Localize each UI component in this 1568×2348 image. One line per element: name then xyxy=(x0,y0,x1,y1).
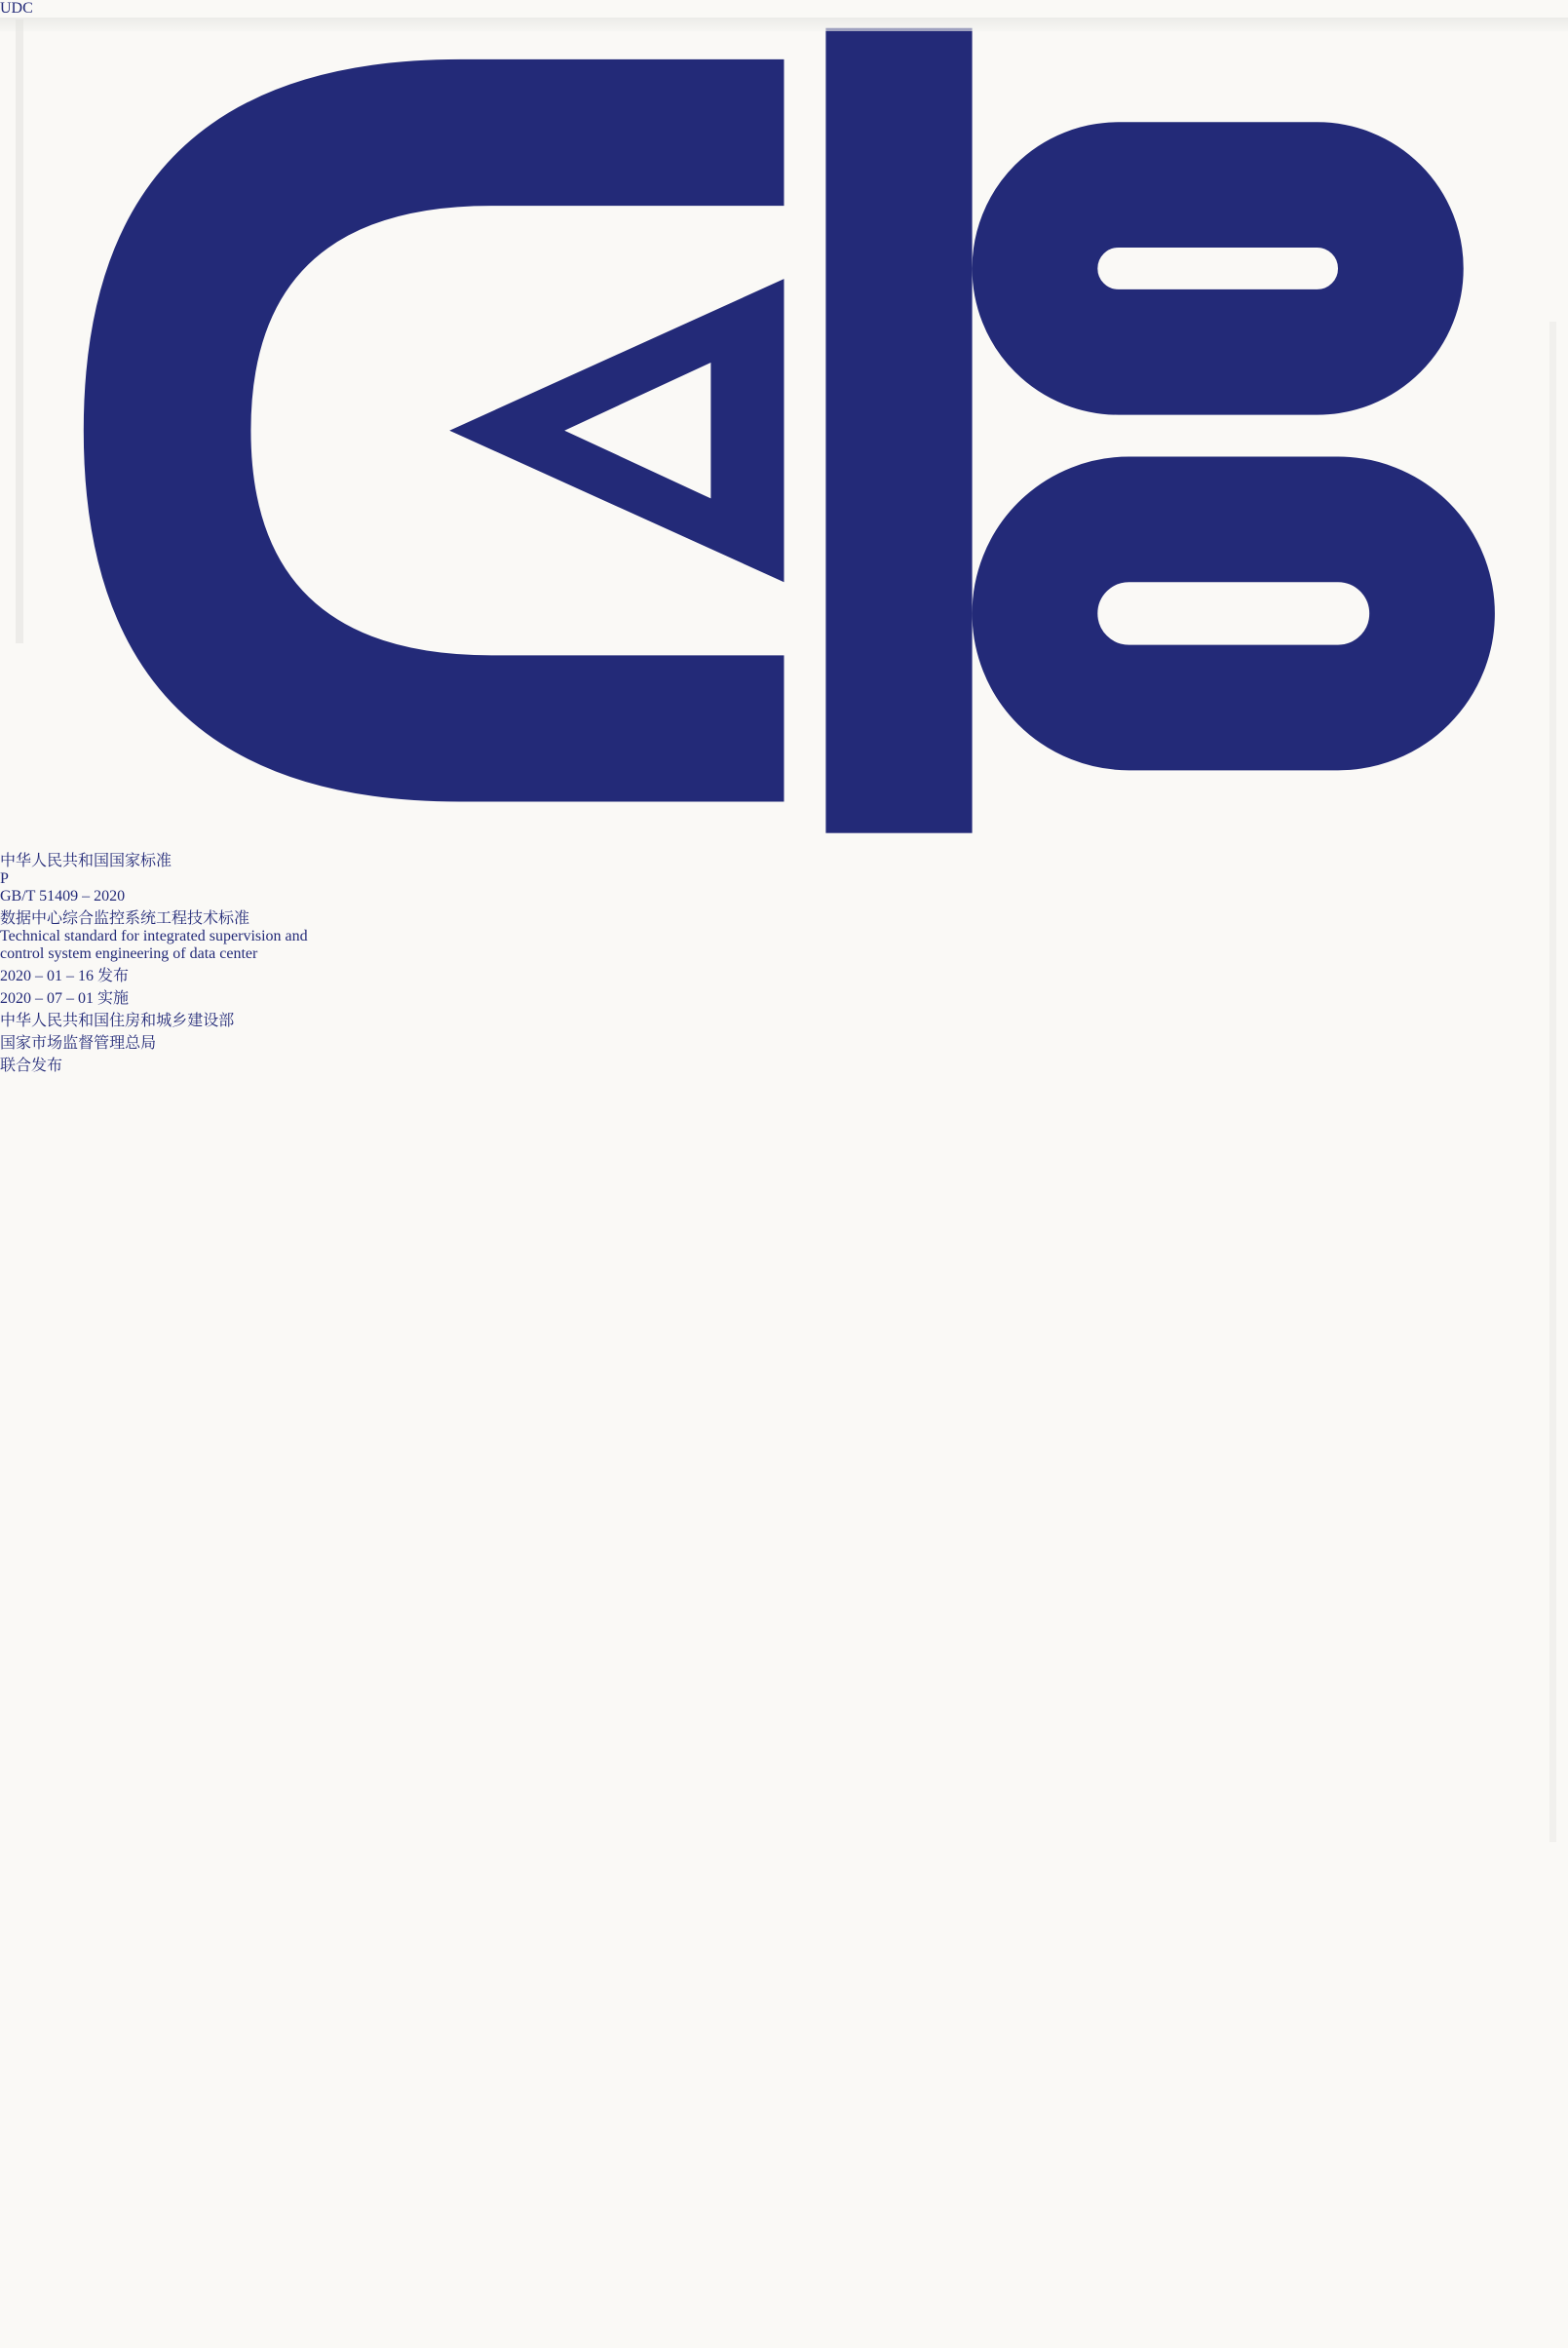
standard-number: GB/T 51409 – 2020 xyxy=(0,888,126,905)
issue-date xyxy=(0,963,1568,985)
publisher-block xyxy=(0,1008,1568,1053)
implementation-date-value: 2020 – 07 – 01 xyxy=(0,990,94,1008)
document-class-label: P xyxy=(0,870,9,888)
title-english xyxy=(0,928,1568,963)
issue-date-value: 2020 – 01 – 16 xyxy=(0,968,94,985)
scan-artifact-bottom xyxy=(0,2306,1568,2331)
publisher-line-1: 中华人民共和国住房和城乡建设部 xyxy=(0,1013,235,1030)
joint-publish-label: 联合发布 xyxy=(0,1058,63,1075)
scan-artifact-right xyxy=(1549,322,1556,1842)
title-english-line2: control system engineering of data center xyxy=(0,945,258,963)
udc-label: UDC xyxy=(0,0,33,17)
scan-artifact-top xyxy=(0,18,1568,31)
national-standard-heading: 中华人民共和国国家标准 xyxy=(0,853,172,870)
implementation-date-label: 实施 xyxy=(97,990,130,1008)
gb-logo-icon xyxy=(0,18,1568,848)
scan-artifact-left xyxy=(16,19,23,643)
title-chinese: 数据中心综合监控系统工程技术标准 xyxy=(0,910,250,928)
issue-date-label: 发布 xyxy=(97,968,130,985)
publisher-line-2: 国家市场监督管理总局 xyxy=(0,1035,157,1053)
title-english-line1: Technical standard for integrated supervision and xyxy=(0,928,308,945)
implementation-date xyxy=(0,985,1568,1008)
